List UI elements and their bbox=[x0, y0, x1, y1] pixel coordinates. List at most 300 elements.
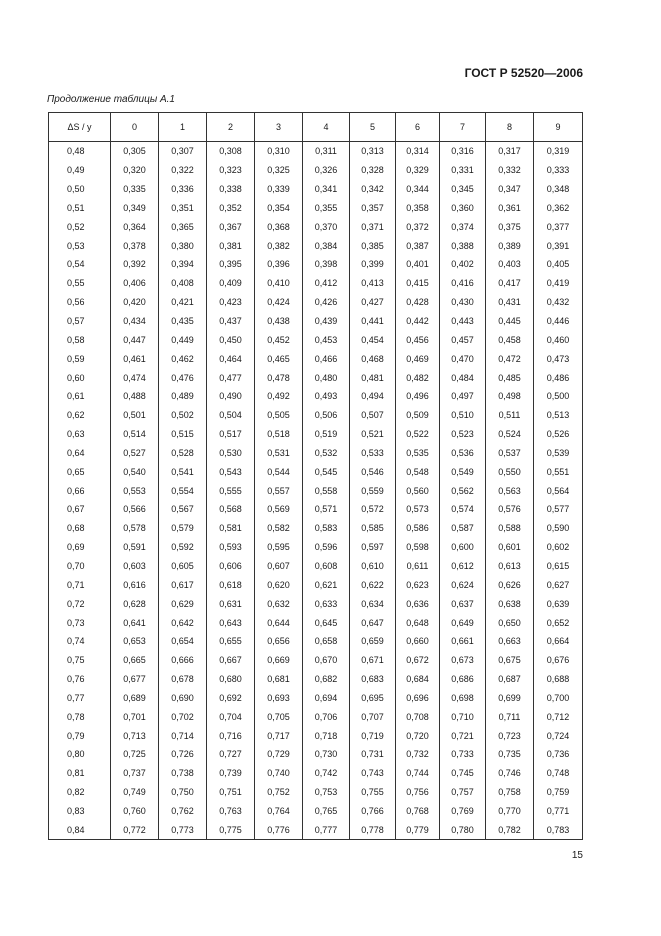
table-cell: 0,683 bbox=[350, 670, 396, 689]
table-cell: 0,412 bbox=[303, 274, 350, 293]
table-cell: 0,638 bbox=[486, 594, 534, 613]
table-cell: 0,518 bbox=[255, 425, 303, 444]
table-cell: 0,595 bbox=[255, 538, 303, 557]
table-cell: 0,623 bbox=[396, 575, 440, 594]
table-cell: 0,667 bbox=[207, 651, 255, 670]
table-cell: 0,687 bbox=[486, 670, 534, 689]
table-row bbox=[49, 217, 583, 236]
table-cell: 0,607 bbox=[255, 557, 303, 576]
table-cell: 0,375 bbox=[486, 217, 534, 236]
table-cell: 0,777 bbox=[303, 820, 350, 839]
table-row bbox=[49, 557, 583, 576]
table-cell: 0,590 bbox=[534, 519, 583, 538]
table-cell: 0,462 bbox=[159, 349, 207, 368]
row-label-cell: 0,52 bbox=[49, 217, 111, 236]
table-cell: 0,713 bbox=[111, 726, 159, 745]
table-cell: 0,480 bbox=[303, 368, 350, 387]
row-label-cell: 0,67 bbox=[49, 500, 111, 519]
table-row bbox=[49, 425, 583, 444]
table-cell: 0,631 bbox=[207, 594, 255, 613]
table-caption: Продолжение таблицы А.1 bbox=[47, 94, 175, 105]
table-cell: 0,524 bbox=[486, 425, 534, 444]
table-cell: 0,771 bbox=[534, 802, 583, 821]
row-label-cell: 0,60 bbox=[49, 368, 111, 387]
table-cell: 0,562 bbox=[440, 481, 486, 500]
row-label-cell: 0,68 bbox=[49, 519, 111, 538]
table-cell: 0,574 bbox=[440, 500, 486, 519]
table-cell: 0,505 bbox=[255, 406, 303, 425]
row-label-cell: 0,56 bbox=[49, 293, 111, 312]
table-cell: 0,332 bbox=[486, 161, 534, 180]
table-cell: 0,743 bbox=[350, 764, 396, 783]
table-cell: 0,653 bbox=[111, 632, 159, 651]
table-cell: 0,708 bbox=[396, 707, 440, 726]
table-row bbox=[49, 670, 583, 689]
table-cell: 0,416 bbox=[440, 274, 486, 293]
row-label-cell: 0,49 bbox=[49, 161, 111, 180]
table-cell: 0,447 bbox=[111, 330, 159, 349]
table-cell: 0,591 bbox=[111, 538, 159, 557]
table-cell: 0,770 bbox=[486, 802, 534, 821]
table-cell: 0,706 bbox=[303, 707, 350, 726]
table-cell: 0,698 bbox=[440, 688, 486, 707]
table-cell: 0,446 bbox=[534, 312, 583, 331]
corner-header-cell: ΔS / y bbox=[49, 113, 111, 142]
table-cell: 0,671 bbox=[350, 651, 396, 670]
table-row bbox=[49, 368, 583, 387]
table-cell: 0,675 bbox=[486, 651, 534, 670]
table-cell: 0,673 bbox=[440, 651, 486, 670]
table-cell: 0,439 bbox=[303, 312, 350, 331]
table-cell: 0,583 bbox=[303, 519, 350, 538]
table-cell: 0,458 bbox=[486, 330, 534, 349]
table-cell: 0,492 bbox=[255, 387, 303, 406]
table-cell: 0,567 bbox=[159, 500, 207, 519]
table-cell: 0,663 bbox=[486, 632, 534, 651]
table-cell: 0,660 bbox=[396, 632, 440, 651]
table-cell: 0,765 bbox=[303, 802, 350, 821]
table-cell: 0,438 bbox=[255, 312, 303, 331]
table-cell: 0,535 bbox=[396, 444, 440, 463]
table-cell: 0,328 bbox=[350, 161, 396, 180]
table-cell: 0,772 bbox=[111, 820, 159, 839]
table-cell: 0,677 bbox=[111, 670, 159, 689]
table-cell: 0,474 bbox=[111, 368, 159, 387]
table-cell: 0,762 bbox=[159, 802, 207, 821]
table-cell: 0,537 bbox=[486, 444, 534, 463]
table-cell: 0,532 bbox=[303, 444, 350, 463]
table-cell: 0,699 bbox=[486, 688, 534, 707]
table-cell: 0,481 bbox=[350, 368, 396, 387]
table-cell: 0,392 bbox=[111, 255, 159, 274]
table-cell: 0,721 bbox=[440, 726, 486, 745]
table-cell: 0,348 bbox=[534, 180, 583, 199]
table-cell: 0,485 bbox=[486, 368, 534, 387]
table-cell: 0,420 bbox=[111, 293, 159, 312]
table-cell: 0,490 bbox=[207, 387, 255, 406]
table-cell: 0,620 bbox=[255, 575, 303, 594]
table-cell: 0,642 bbox=[159, 613, 207, 632]
column-header-cell: 3 bbox=[255, 113, 303, 142]
table-cell: 0,399 bbox=[350, 255, 396, 274]
table-cell: 0,581 bbox=[207, 519, 255, 538]
table-cell: 0,494 bbox=[350, 387, 396, 406]
table-cell: 0,470 bbox=[440, 349, 486, 368]
table-cell: 0,546 bbox=[350, 462, 396, 481]
table-cell: 0,326 bbox=[303, 161, 350, 180]
table-cell: 0,656 bbox=[255, 632, 303, 651]
table-cell: 0,726 bbox=[159, 745, 207, 764]
row-label-cell: 0,76 bbox=[49, 670, 111, 689]
table-cell: 0,497 bbox=[440, 387, 486, 406]
table-cell: 0,712 bbox=[534, 707, 583, 726]
table-cell: 0,365 bbox=[159, 217, 207, 236]
table-row bbox=[49, 538, 583, 557]
table-cell: 0,749 bbox=[111, 783, 159, 802]
table-cell: 0,351 bbox=[159, 199, 207, 218]
table-cell: 0,424 bbox=[255, 293, 303, 312]
table-cell: 0,329 bbox=[396, 161, 440, 180]
table-cell: 0,736 bbox=[534, 745, 583, 764]
table-cell: 0,335 bbox=[111, 180, 159, 199]
table-cell: 0,758 bbox=[486, 783, 534, 802]
table-cell: 0,600 bbox=[440, 538, 486, 557]
table-cell: 0,759 bbox=[534, 783, 583, 802]
table-cell: 0,395 bbox=[207, 255, 255, 274]
table-cell: 0,500 bbox=[534, 387, 583, 406]
row-label-cell: 0,71 bbox=[49, 575, 111, 594]
row-label-cell: 0,61 bbox=[49, 387, 111, 406]
table-cell: 0,533 bbox=[350, 444, 396, 463]
table-cell: 0,426 bbox=[303, 293, 350, 312]
row-label-cell: 0,48 bbox=[49, 142, 111, 161]
table-cell: 0,352 bbox=[207, 199, 255, 218]
table-cell: 0,612 bbox=[440, 557, 486, 576]
table-cell: 0,377 bbox=[534, 217, 583, 236]
table-cell: 0,380 bbox=[159, 236, 207, 255]
table-cell: 0,643 bbox=[207, 613, 255, 632]
table-cell: 0,539 bbox=[534, 444, 583, 463]
table-cell: 0,357 bbox=[350, 199, 396, 218]
table-cell: 0,550 bbox=[486, 462, 534, 481]
row-label-cell: 0,51 bbox=[49, 199, 111, 218]
data-table bbox=[48, 112, 583, 840]
row-label-cell: 0,72 bbox=[49, 594, 111, 613]
table-cell: 0,514 bbox=[111, 425, 159, 444]
table-cell: 0,731 bbox=[350, 745, 396, 764]
table-cell: 0,435 bbox=[159, 312, 207, 331]
table-cell: 0,507 bbox=[350, 406, 396, 425]
table-cell: 0,466 bbox=[303, 349, 350, 368]
table-cell: 0,367 bbox=[207, 217, 255, 236]
column-header-cell: 8 bbox=[486, 113, 534, 142]
table-cell: 0,597 bbox=[350, 538, 396, 557]
table-row bbox=[49, 293, 583, 312]
table-cell: 0,773 bbox=[159, 820, 207, 839]
table-row bbox=[49, 651, 583, 670]
table-cell: 0,760 bbox=[111, 802, 159, 821]
table-row bbox=[49, 575, 583, 594]
table-cell: 0,744 bbox=[396, 764, 440, 783]
table-cell: 0,378 bbox=[111, 236, 159, 255]
table-cell: 0,694 bbox=[303, 688, 350, 707]
row-label-cell: 0,65 bbox=[49, 462, 111, 481]
table-row bbox=[49, 707, 583, 726]
row-label-cell: 0,77 bbox=[49, 688, 111, 707]
table-cell: 0,629 bbox=[159, 594, 207, 613]
table-cell: 0,371 bbox=[350, 217, 396, 236]
table-row bbox=[49, 142, 583, 161]
table-cell: 0,739 bbox=[207, 764, 255, 783]
table-cell: 0,628 bbox=[111, 594, 159, 613]
table-cell: 0,702 bbox=[159, 707, 207, 726]
table-cell: 0,769 bbox=[440, 802, 486, 821]
table-cell: 0,559 bbox=[350, 481, 396, 500]
table-cell: 0,437 bbox=[207, 312, 255, 331]
table-cell: 0,746 bbox=[486, 764, 534, 783]
table-cell: 0,502 bbox=[159, 406, 207, 425]
row-label-cell: 0,84 bbox=[49, 820, 111, 839]
table-cell: 0,382 bbox=[255, 236, 303, 255]
table-cell: 0,661 bbox=[440, 632, 486, 651]
row-label-cell: 0,70 bbox=[49, 557, 111, 576]
table-cell: 0,545 bbox=[303, 462, 350, 481]
header-row bbox=[49, 113, 583, 142]
table-cell: 0,305 bbox=[111, 142, 159, 161]
table-cell: 0,778 bbox=[350, 820, 396, 839]
table-cell: 0,672 bbox=[396, 651, 440, 670]
table-cell: 0,659 bbox=[350, 632, 396, 651]
table-cell: 0,618 bbox=[207, 575, 255, 594]
table-cell: 0,427 bbox=[350, 293, 396, 312]
table-cell: 0,753 bbox=[303, 783, 350, 802]
table-cell: 0,748 bbox=[534, 764, 583, 783]
row-label-cell: 0,59 bbox=[49, 349, 111, 368]
table-row bbox=[49, 519, 583, 538]
table-cell: 0,364 bbox=[111, 217, 159, 236]
table-cell: 0,717 bbox=[255, 726, 303, 745]
table-container bbox=[48, 112, 582, 840]
table-cell: 0,510 bbox=[440, 406, 486, 425]
table-body bbox=[49, 142, 583, 840]
table-cell: 0,354 bbox=[255, 199, 303, 218]
table-cell: 0,710 bbox=[440, 707, 486, 726]
table-cell: 0,338 bbox=[207, 180, 255, 199]
table-cell: 0,450 bbox=[207, 330, 255, 349]
table-cell: 0,473 bbox=[534, 349, 583, 368]
table-cell: 0,681 bbox=[255, 670, 303, 689]
table-cell: 0,582 bbox=[255, 519, 303, 538]
table-cell: 0,341 bbox=[303, 180, 350, 199]
column-header-cell: 9 bbox=[534, 113, 583, 142]
table-cell: 0,737 bbox=[111, 764, 159, 783]
row-label-cell: 0,58 bbox=[49, 330, 111, 349]
table-cell: 0,572 bbox=[350, 500, 396, 519]
table-cell: 0,678 bbox=[159, 670, 207, 689]
column-header-cell: 2 bbox=[207, 113, 255, 142]
row-label-cell: 0,75 bbox=[49, 651, 111, 670]
table-cell: 0,636 bbox=[396, 594, 440, 613]
table-cell: 0,617 bbox=[159, 575, 207, 594]
table-cell: 0,592 bbox=[159, 538, 207, 557]
table-cell: 0,477 bbox=[207, 368, 255, 387]
table-cell: 0,323 bbox=[207, 161, 255, 180]
table-cell: 0,443 bbox=[440, 312, 486, 331]
table-cell: 0,780 bbox=[440, 820, 486, 839]
table-cell: 0,566 bbox=[111, 500, 159, 519]
table-cell: 0,644 bbox=[255, 613, 303, 632]
table-cell: 0,398 bbox=[303, 255, 350, 274]
table-cell: 0,587 bbox=[440, 519, 486, 538]
table-row bbox=[49, 312, 583, 331]
table-cell: 0,423 bbox=[207, 293, 255, 312]
table-cell: 0,735 bbox=[486, 745, 534, 764]
table-cell: 0,381 bbox=[207, 236, 255, 255]
table-cell: 0,431 bbox=[486, 293, 534, 312]
table-cell: 0,410 bbox=[255, 274, 303, 293]
table-cell: 0,317 bbox=[486, 142, 534, 161]
table-cell: 0,368 bbox=[255, 217, 303, 236]
table-cell: 0,704 bbox=[207, 707, 255, 726]
table-cell: 0,553 bbox=[111, 481, 159, 500]
row-label-cell: 0,80 bbox=[49, 745, 111, 764]
table-cell: 0,522 bbox=[396, 425, 440, 444]
table-cell: 0,405 bbox=[534, 255, 583, 274]
table-cell: 0,569 bbox=[255, 500, 303, 519]
table-cell: 0,402 bbox=[440, 255, 486, 274]
table-cell: 0,719 bbox=[350, 726, 396, 745]
table-cell: 0,676 bbox=[534, 651, 583, 670]
table-cell: 0,733 bbox=[440, 745, 486, 764]
table-cell: 0,560 bbox=[396, 481, 440, 500]
table-cell: 0,700 bbox=[534, 688, 583, 707]
table-cell: 0,349 bbox=[111, 199, 159, 218]
table-cell: 0,764 bbox=[255, 802, 303, 821]
table-cell: 0,442 bbox=[396, 312, 440, 331]
table-cell: 0,690 bbox=[159, 688, 207, 707]
column-header-cell: 0 bbox=[111, 113, 159, 142]
table-cell: 0,655 bbox=[207, 632, 255, 651]
table-cell: 0,645 bbox=[303, 613, 350, 632]
table-cell: 0,725 bbox=[111, 745, 159, 764]
table-cell: 0,482 bbox=[396, 368, 440, 387]
table-cell: 0,465 bbox=[255, 349, 303, 368]
table-cell: 0,745 bbox=[440, 764, 486, 783]
table-cell: 0,362 bbox=[534, 199, 583, 218]
table-cell: 0,441 bbox=[350, 312, 396, 331]
row-label-cell: 0,83 bbox=[49, 802, 111, 821]
table-cell: 0,310 bbox=[255, 142, 303, 161]
table-cell: 0,413 bbox=[350, 274, 396, 293]
table-cell: 0,686 bbox=[440, 670, 486, 689]
table-cell: 0,751 bbox=[207, 783, 255, 802]
table-cell: 0,536 bbox=[440, 444, 486, 463]
table-cell: 0,484 bbox=[440, 368, 486, 387]
table-cell: 0,740 bbox=[255, 764, 303, 783]
table-cell: 0,718 bbox=[303, 726, 350, 745]
table-cell: 0,649 bbox=[440, 613, 486, 632]
table-cell: 0,333 bbox=[534, 161, 583, 180]
table-row bbox=[49, 255, 583, 274]
table-cell: 0,541 bbox=[159, 462, 207, 481]
table-cell: 0,579 bbox=[159, 519, 207, 538]
table-cell: 0,509 bbox=[396, 406, 440, 425]
table-cell: 0,428 bbox=[396, 293, 440, 312]
table-cell: 0,626 bbox=[486, 575, 534, 594]
table-cell: 0,486 bbox=[534, 368, 583, 387]
table-cell: 0,669 bbox=[255, 651, 303, 670]
table-cell: 0,750 bbox=[159, 783, 207, 802]
row-label-cell: 0,66 bbox=[49, 481, 111, 500]
table-cell: 0,775 bbox=[207, 820, 255, 839]
table-cell: 0,641 bbox=[111, 613, 159, 632]
table-cell: 0,782 bbox=[486, 820, 534, 839]
table-cell: 0,513 bbox=[534, 406, 583, 425]
table-cell: 0,476 bbox=[159, 368, 207, 387]
table-cell: 0,573 bbox=[396, 500, 440, 519]
table-cell: 0,430 bbox=[440, 293, 486, 312]
table-cell: 0,543 bbox=[207, 462, 255, 481]
column-header-cell: 6 bbox=[396, 113, 440, 142]
table-cell: 0,716 bbox=[207, 726, 255, 745]
table-row bbox=[49, 387, 583, 406]
column-header-cell: 1 bbox=[159, 113, 207, 142]
table-cell: 0,648 bbox=[396, 613, 440, 632]
table-cell: 0,432 bbox=[534, 293, 583, 312]
table-cell: 0,501 bbox=[111, 406, 159, 425]
table-cell: 0,658 bbox=[303, 632, 350, 651]
table-row bbox=[49, 802, 583, 821]
row-label-cell: 0,63 bbox=[49, 425, 111, 444]
table-cell: 0,724 bbox=[534, 726, 583, 745]
table-cell: 0,689 bbox=[111, 688, 159, 707]
table-cell: 0,688 bbox=[534, 670, 583, 689]
row-label-cell: 0,78 bbox=[49, 707, 111, 726]
table-cell: 0,606 bbox=[207, 557, 255, 576]
table-cell: 0,498 bbox=[486, 387, 534, 406]
table-cell: 0,345 bbox=[440, 180, 486, 199]
table-cell: 0,314 bbox=[396, 142, 440, 161]
table-cell: 0,385 bbox=[350, 236, 396, 255]
table-cell: 0,307 bbox=[159, 142, 207, 161]
table-cell: 0,682 bbox=[303, 670, 350, 689]
table-cell: 0,384 bbox=[303, 236, 350, 255]
table-cell: 0,727 bbox=[207, 745, 255, 764]
table-cell: 0,707 bbox=[350, 707, 396, 726]
table-row bbox=[49, 180, 583, 199]
table-cell: 0,555 bbox=[207, 481, 255, 500]
table-cell: 0,634 bbox=[350, 594, 396, 613]
table-cell: 0,586 bbox=[396, 519, 440, 538]
table-cell: 0,461 bbox=[111, 349, 159, 368]
table-cell: 0,445 bbox=[486, 312, 534, 331]
table-cell: 0,372 bbox=[396, 217, 440, 236]
table-cell: 0,588 bbox=[486, 519, 534, 538]
table-row bbox=[49, 199, 583, 218]
table-row bbox=[49, 274, 583, 293]
table-cell: 0,374 bbox=[440, 217, 486, 236]
table-cell: 0,452 bbox=[255, 330, 303, 349]
table-cell: 0,388 bbox=[440, 236, 486, 255]
table-cell: 0,478 bbox=[255, 368, 303, 387]
table-row bbox=[49, 745, 583, 764]
table-cell: 0,757 bbox=[440, 783, 486, 802]
table-cell: 0,637 bbox=[440, 594, 486, 613]
table-cell: 0,530 bbox=[207, 444, 255, 463]
table-cell: 0,714 bbox=[159, 726, 207, 745]
table-cell: 0,370 bbox=[303, 217, 350, 236]
table-cell: 0,639 bbox=[534, 594, 583, 613]
